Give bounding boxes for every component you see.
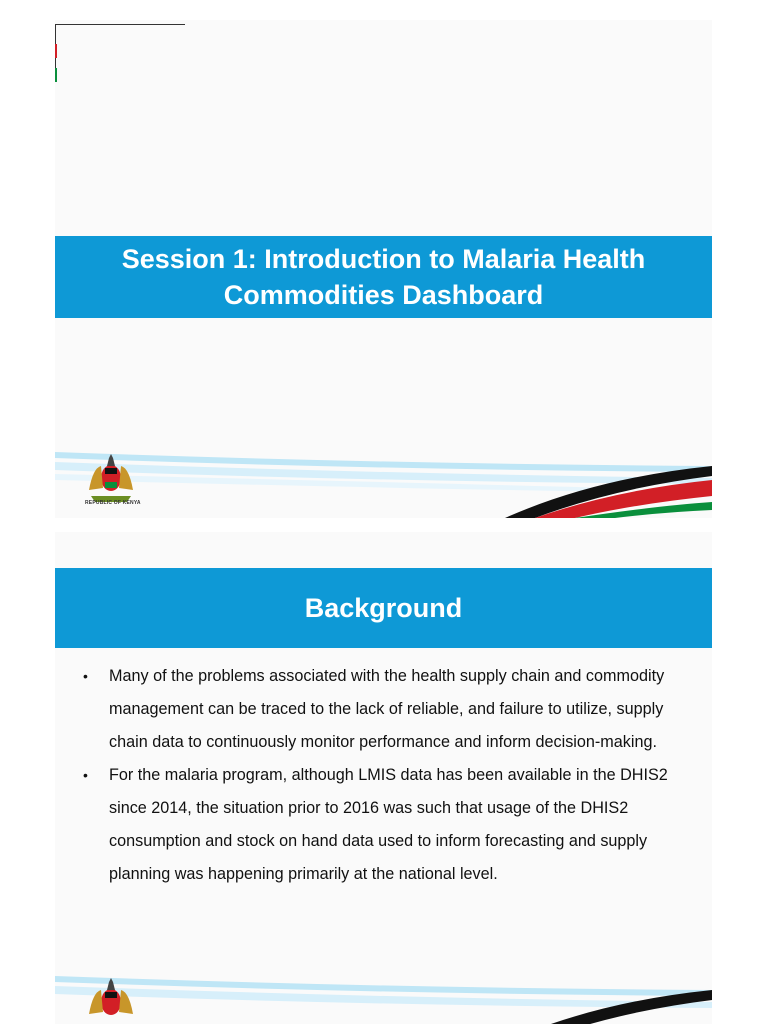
corner-decoration [55, 24, 225, 94]
session-title-banner [55, 236, 712, 318]
flag-swoosh-graphic [55, 972, 712, 1024]
list-item [83, 660, 693, 759]
bullet-icon: • [83, 668, 88, 684]
flag-swoosh-graphic [55, 448, 712, 518]
background-heading-banner [55, 568, 712, 648]
slide-1 [55, 20, 712, 518]
footer-band [55, 972, 712, 1024]
bullet-list [83, 660, 693, 891]
slide-2 [55, 532, 712, 1024]
list-item [83, 759, 693, 891]
coat-of-arms-icon [83, 978, 139, 1024]
coat-caption: REPUBLIC OF KENYA [85, 500, 141, 506]
bullet-text: Many of the problems associated with the health supply chain and commodity management can be traced to the lack of reliable, and failure to utilize, supply chain data to continuously monitor performance and inform decision-making. [109, 667, 665, 751]
bullet-text: For the malaria program, although LMIS data has been available in the DHIS2 since 2014, the situation prior to 2016 was such that usage of the DHIS2 consumption and stock on hand data used to inform forecasting and supply planning was happening primarily at the national level. [109, 766, 668, 883]
background-heading: Background [304, 592, 463, 623]
bullet-icon: • [83, 767, 88, 783]
session-title: Session 1: Introduction to Malaria Health Commodities Dashboard [121, 244, 646, 310]
footer-band [55, 448, 712, 518]
